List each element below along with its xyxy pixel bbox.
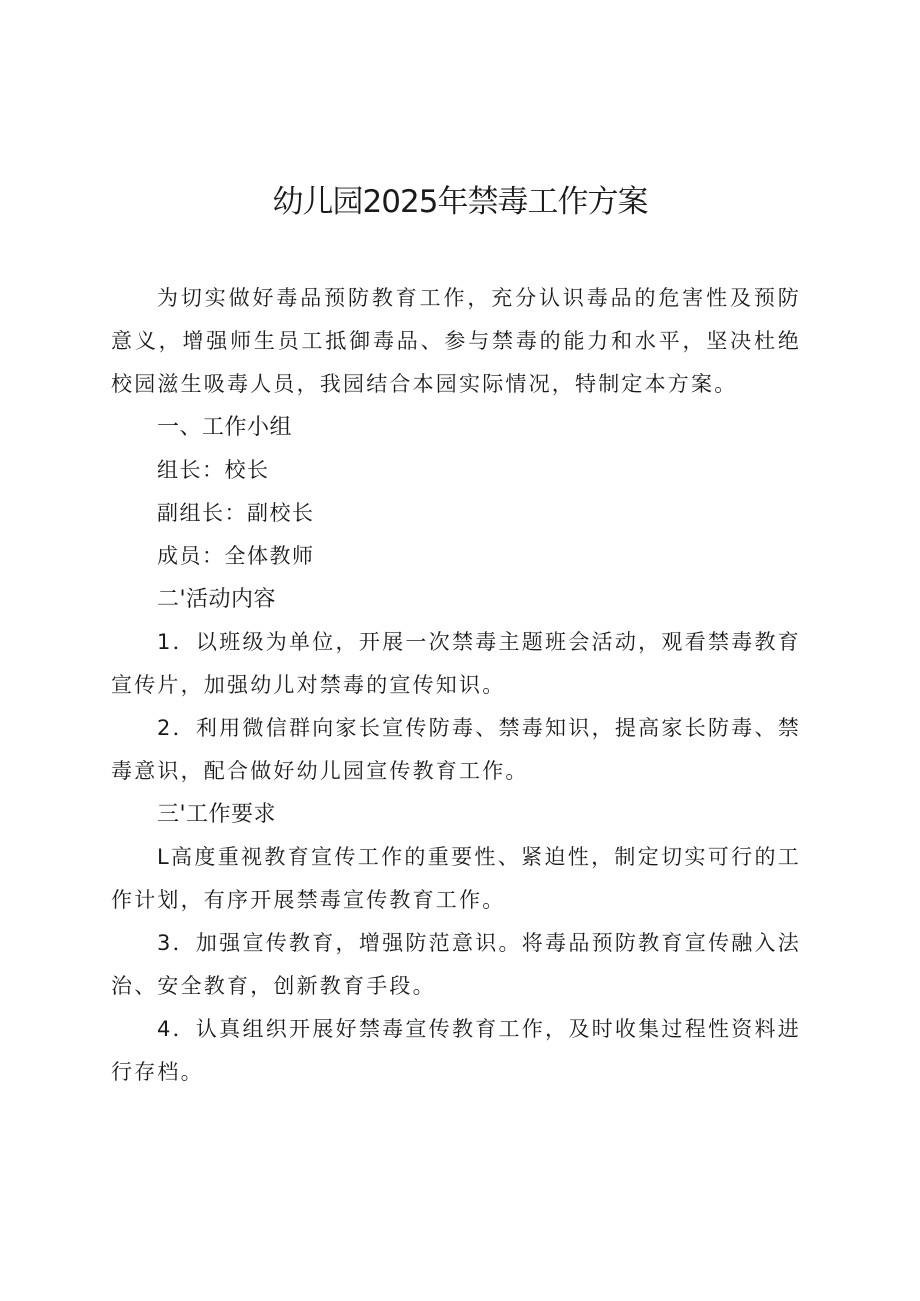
activity-item-1: 1．以班级为单位，开展一次禁毒主题班会活动，观看禁毒教育宣传片，加强幼儿对禁毒的宣传知识。 <box>111 630 801 697</box>
document-body <box>111 277 801 1094</box>
activity-item-2: 2．利用微信群向家长宣传防毒、禁毒知识，提高家长防毒、禁毒意识，配合做好幼儿园宣传教育工作。 <box>111 716 801 783</box>
group-leader-line: 组长：校长 <box>157 458 270 482</box>
section-heading-work-group: 一、工作小组 <box>157 415 293 440</box>
section-heading-requirements: 三'工作要求 <box>157 802 277 827</box>
intro-paragraph: 为切实做好毒品预防教育工作，充分认识毒品的危害性及预防意义，增强师生员工抵御毒品、参与禁毒的能力和水平，坚决杜绝校园滋生吸毒人员，我园结合本园实际情况，特制定本方案。 <box>111 286 801 396</box>
requirement-item-4: 4．认真组织开展好禁毒宣传教育工作，及时收集过程性资料进行存档。 <box>111 1017 801 1084</box>
section-heading-activities: 二'活动内容 <box>157 587 277 612</box>
requirement-item-3: 3．加强宣传教育，增强防范意识。将毒品预防教育宣传融入法治、安全教育，创新教育手段。 <box>111 931 801 998</box>
document-title: 幼儿园2025年禁毒工作方案 <box>272 184 648 220</box>
requirement-item-1: L高度重视教育宣传工作的重要性、紧迫性，制定切实可行的工作计划，有序开展禁毒宣传教育工作。 <box>111 845 801 912</box>
members-line: 成员：全体教师 <box>157 544 315 568</box>
deputy-leader-line: 副组长：副校长 <box>157 501 315 525</box>
